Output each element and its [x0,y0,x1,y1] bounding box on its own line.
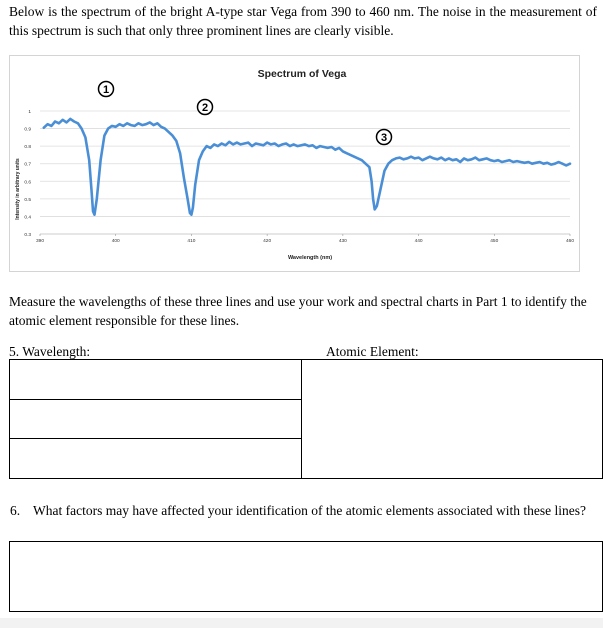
question-6-number: 6. [10,503,21,518]
spectrum-line [44,119,570,215]
wavelength-cell-2[interactable] [9,400,302,439]
question-6-text: What factors may have affected your identification of the atomic elements associated with these lines? [33,503,587,518]
line-marker-label: 3 [380,132,388,144]
line-marker-label: 1 [102,84,110,96]
line-marker-label: 2 [201,102,209,114]
answer-box-6[interactable] [9,541,603,612]
y-tick-label: 0.5 [24,197,31,203]
chart-title: Spectrum of Vega [257,68,347,80]
table-row-divider-2 [10,438,302,439]
x-tick-label: 450 [490,239,499,244]
y-tick-label: 0.4 [24,215,31,221]
y-tick-label: 0.9 [24,127,31,133]
intro-paragraph: Below is the spectrum of the bright A-type star Vega from 390 to 460 nm. The noise in the measurement of this spectrum is such that only three prominent lines are clearly visible. [9,4,597,38]
y-tick-label: 0.3 [24,233,31,238]
page-bottom-strip [0,618,603,628]
line-marker-2 [198,100,213,115]
chart-x-ticks [36,234,574,244]
y-tick-label: 0.6 [24,180,31,186]
x-tick-label: 390 [35,239,45,244]
measure-instruction: Measure the wavelengths of these three lines and use your work and spectral charts in Part 1 to identify the atomic element responsible for these lines. [9,294,587,328]
table-column-divider [301,359,302,479]
y-tick-label: 0.7 [24,162,31,168]
wavelength-cell-3[interactable] [9,439,302,479]
y-tick-label: 0.8 [24,145,31,151]
chart-gridlines [40,111,570,234]
atomic-element-label: Atomic Element: [326,344,419,359]
line-marker-1 [99,82,114,97]
x-tick-label: 430 [338,239,347,244]
table-row-divider-1 [10,399,302,400]
chart-annotations [99,82,392,145]
x-tick-label: 400 [111,239,120,244]
question-5-wavelength-label: 5. Wavelength: [9,344,91,359]
chart-series [44,119,570,215]
chart-y-ticks [24,109,31,238]
x-tick-label: 460 [565,239,575,244]
spectrum-chart [9,55,580,272]
question-6 [10,501,590,520]
line-marker-3 [377,130,392,145]
x-tick-label: 420 [263,239,272,244]
spectrum-chart-svg [10,56,579,271]
x-tick-label: 440 [414,239,423,244]
wavelength-cell-1[interactable] [9,359,302,400]
chart-ylabel: Intensity in arbitrary units [15,158,21,220]
y-tick-label: 1 [28,110,31,115]
x-tick-label: 410 [187,239,196,244]
chart-xlabel: Wavelength (nm) [287,255,333,261]
atomic-element-cell[interactable] [302,359,603,479]
